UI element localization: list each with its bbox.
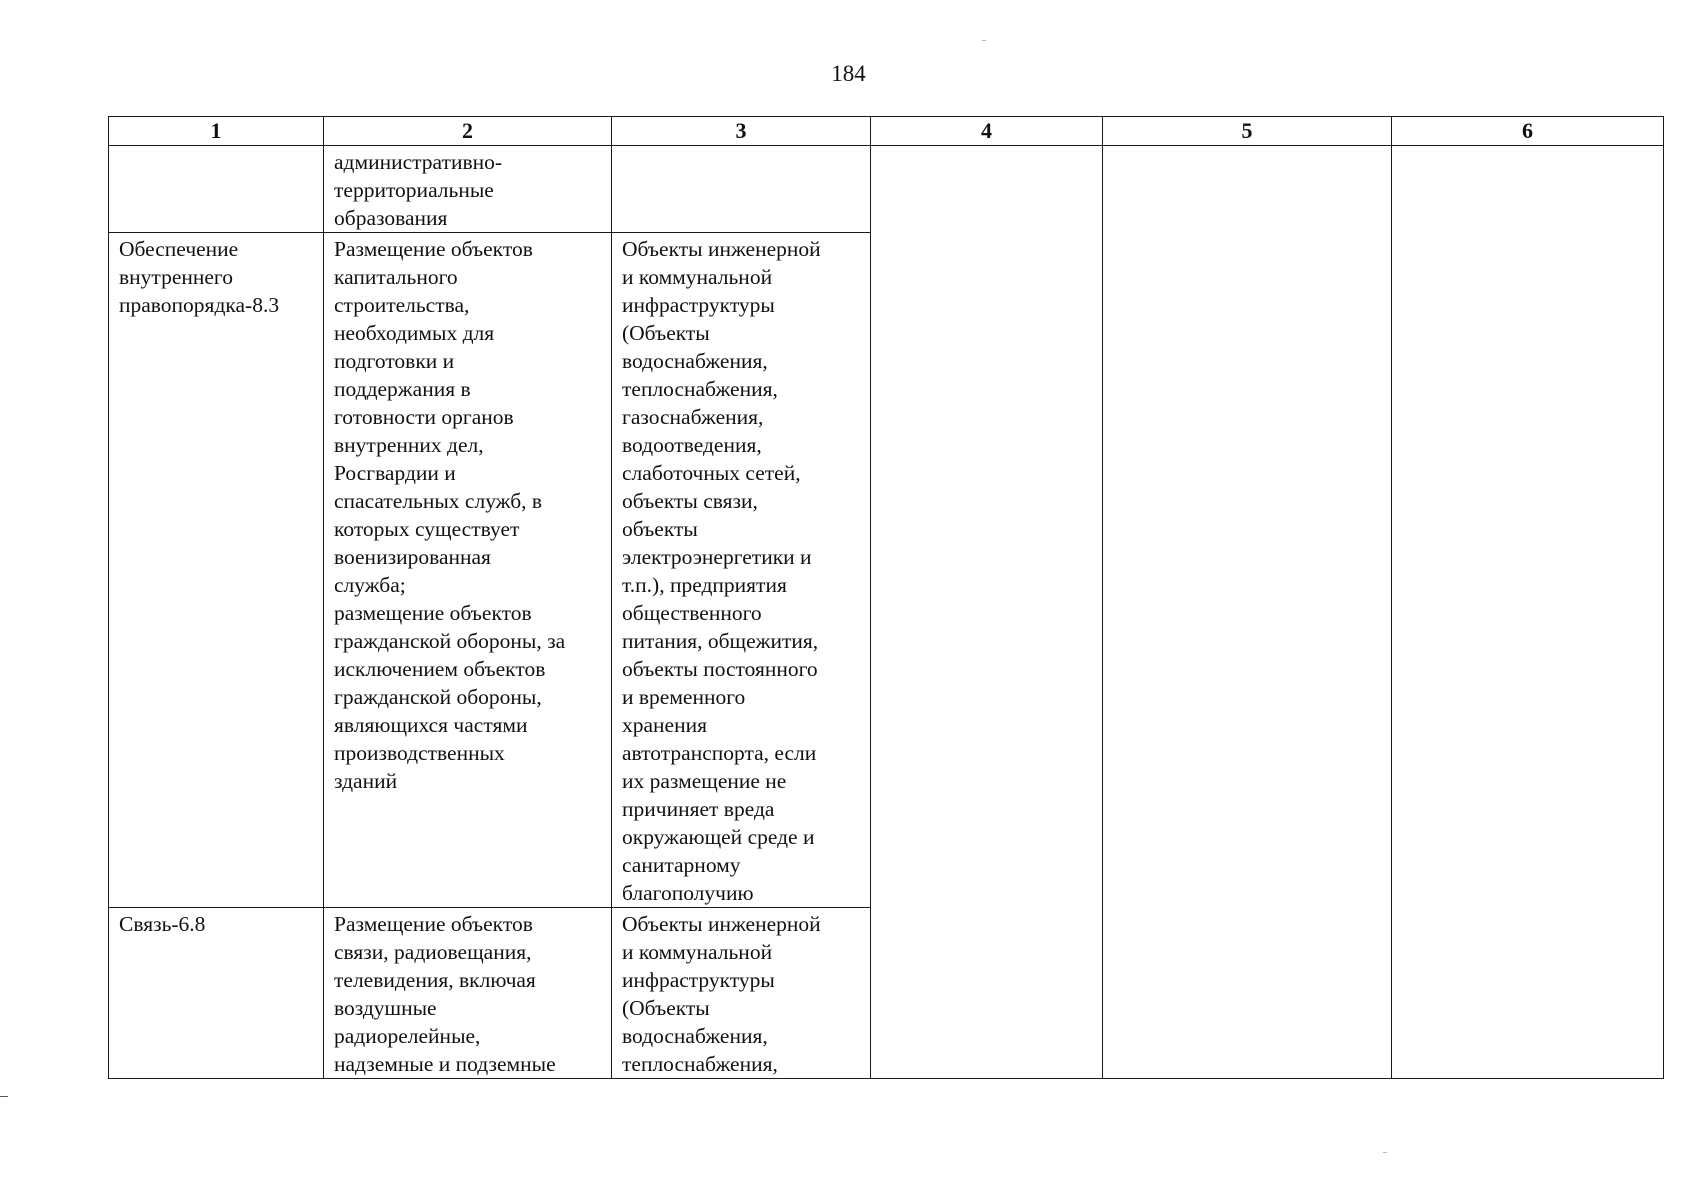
table-cell [324,233,612,908]
cell-text: Объекты инженерной и коммунальной инфраструктуры (Объекты водоснабжения, теплоснабжения, [622,912,821,1076]
page-number: 184 [831,61,866,86]
cell-text: Размещение объектов капитального строительства, необходимых для подготовки и поддержания в готовности органов внутренних дел, Росгвардии и спасательных служб, в которых существует военизированная служба; размещение объектов гражданской обороны, за исключением объектов гражданской обороны, являющихся частями производственных зданий [334,237,566,793]
table-cell [612,233,871,908]
table-cell-empty [1103,146,1392,1079]
column-header-1: 1 [109,117,324,146]
table-header-row [109,117,1664,146]
cell-text: Связь-6.8 [119,912,206,936]
table-cell [324,908,612,1079]
table-cell [109,233,324,908]
table-cell [612,146,871,233]
table-cell [612,908,871,1079]
cell-text: Объекты инженерной и коммунальной инфраструктуры (Объекты водоснабжения, теплоснабжения, газоснабжения, водоотведения, слаботочных сетей, объекты связи, объекты электроэнергетики и т.п.), предприятия общественного питания, общежития, объекты постоянного и временного хранения автотранспорта, если их размещение не причиняет вреда окружающей среде и санитарному благополучию [622,237,821,905]
table-row [109,146,1664,233]
column-header-3: 3 [612,117,871,146]
cell-text: административно- территориальные образования [334,150,503,230]
land-use-table [108,116,1664,1079]
cell-text [109,146,323,148]
scan-speck [1383,1152,1387,1153]
scan-speck [982,40,986,41]
column-header-4: 4 [871,117,1103,146]
cell-text: Размещение объектов связи, радиовещания, телевидения, включая воздушные радиорелейные, надземные и подземные [334,912,556,1076]
table-cell [109,908,324,1079]
column-header-6: 6 [1392,117,1664,146]
scan-margin-mark [0,1096,8,1097]
column-header-2: 2 [324,117,612,146]
table-cell-empty [871,146,1103,1079]
cell-text: Обеспечение внутреннего правопорядка-8.3 [119,237,280,317]
table-cell [324,146,612,233]
table-cell-empty [1392,146,1664,1079]
cell-text [612,146,870,148]
table-cell [109,146,324,233]
column-header-5: 5 [1103,117,1392,146]
